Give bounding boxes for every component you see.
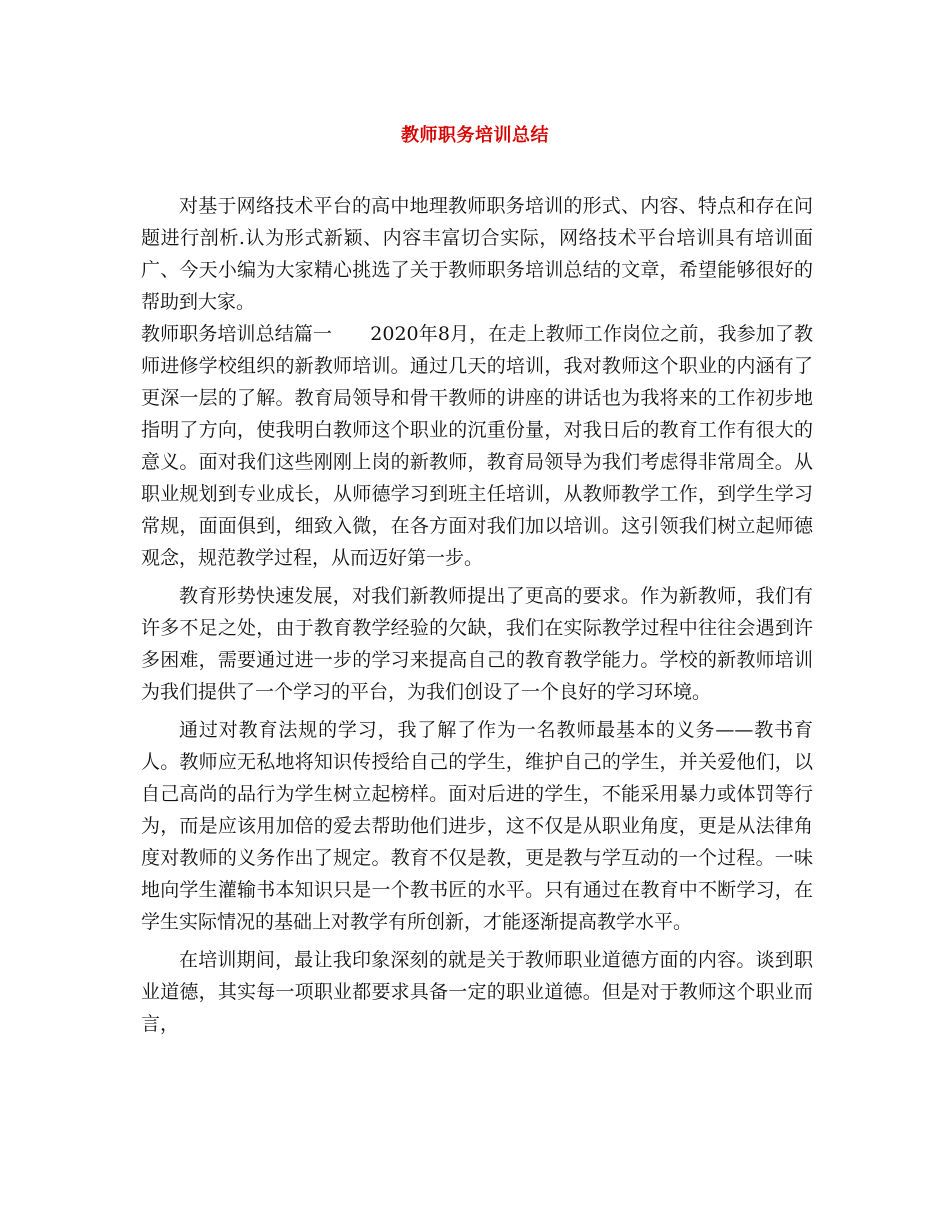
document-title: 教师职务培训总结	[401, 125, 549, 146]
paragraph-intro: 对基于网络技术平台的高中地理教师职务培训的形式、内容、特点和存在问题进行剖析.认为形式新颖、内容丰富切合实际，网络技术平台培训具有培训面广、今天小编为大家精心挑选了关于教师职务培训总结的文章，希望能够很好的帮助到大家。	[141, 195, 813, 313]
paragraph-professional-ethics: 在培训期间，最让我印象深刻的就是关于教师职业道德方面的内容。谈到职业道德，其实每一项职业都要求具备一定的职业道德。但是对于教师这个职业而言，	[141, 949, 813, 1035]
paragraph-education-law: 通过对教育法规的学习，我了解了作为一名教师最基本的义务——教书育人。教师应无私地将知识传授给自己的学生，维护自己的学生，并关爱他们，以自己高尚的品行为学生树立起榜样。面对后进的学生，不能采用暴力或体罚等行为，而是应该用加倍的爱去帮助他们进步，这不仅是从职业角度，更是从法律角度对教师的义务作出了规定。教育不仅是教，更是教与学互动的一个过程。一味地向学生灌输书本知识只是一个教书匠的水平。只有通过在教育中不断学习，在学生实际情况的基础上对教学有所创新，才能逐渐提高教学水平。	[141, 719, 813, 933]
document-body	[141, 190, 813, 1040]
paragraph-education-situation: 教育形势快速发展，对我们新教师提出了更高的要求。作为新教师，我们有许多不足之处，由于教育教学经验的欠缺，我们在实际教学过程中往往会遇到许多困难，需要通过进一步的学习来提高自己的教育教学能力。学校的新教师培训为我们提供了一个学习的平台，为我们创设了一个良好的学习环境。	[141, 585, 813, 703]
paragraph-part-one: 教师职务培训总结篇一 2020年8月，在走上教师工作岗位之前，我参加了教师进修学校组织的新教师培训。通过几天的培训，我对教师这个职业的内涵有了更深一层的了解。教育局领导和骨干教师的讲座的讲话也为我将来的工作初步地指明了方向，使我明白教师这个职业的沉重份量，对我日后的教育工作有很大的意义。面对我们这些刚刚上岗的新教师，教育局领导为我们考虑得非常周全。从职业规划到专业成长，从师德学习到班主任培训，从教师教学工作，到学生学习常规，面面俱到，细致入微，在各方面对我们加以培训。这引领我们树立起师德观念，规范教学过程，从而迈好第一步。	[141, 323, 813, 569]
